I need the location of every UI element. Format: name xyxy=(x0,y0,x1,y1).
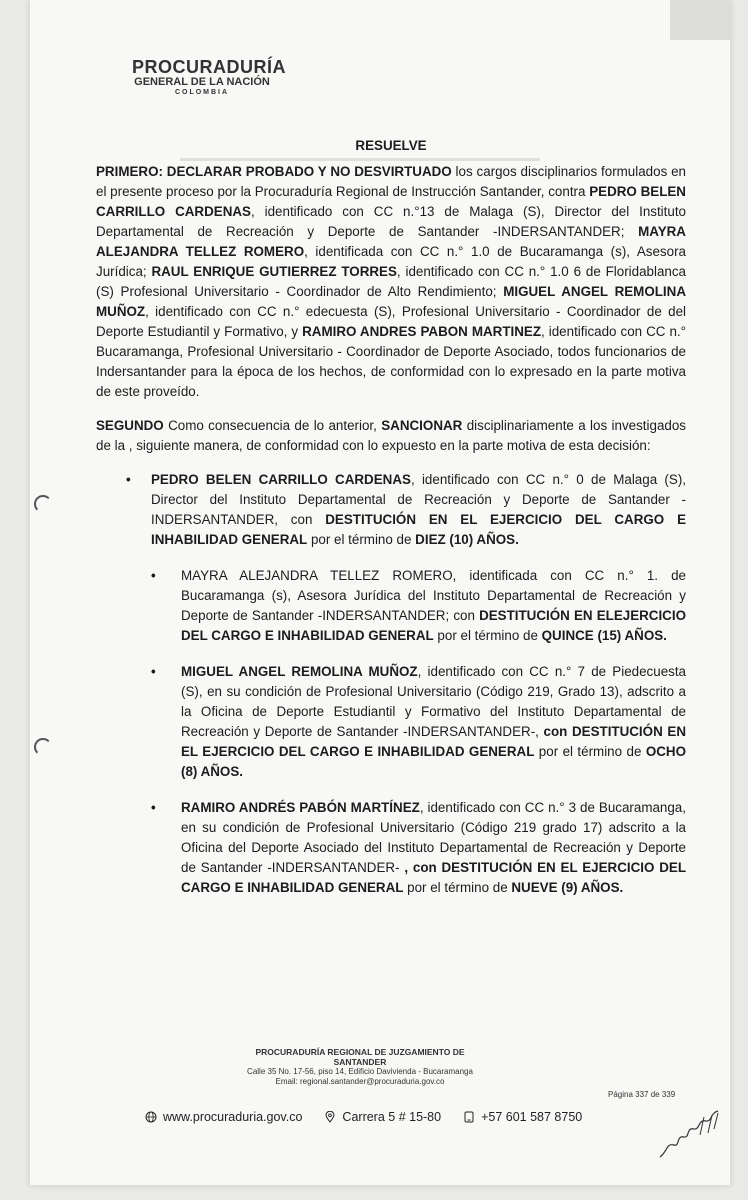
sanction-term-prefix: por el término de xyxy=(403,880,512,895)
primero-paragraph xyxy=(96,162,686,402)
contact-web[interactable] xyxy=(145,1110,302,1124)
primero-text-10: , identificado con CC n.° xyxy=(541,324,686,339)
sanction-text: , identificado con CC n.° 7 de Piedecuesta (S), en su condición de Profesional Universitario (Código 219, Grado 13), adscrito a la Oficina de Deporte Estudiantil y Formativo del Instituto Departamental de Recreación y Deporte de Santander -INDERSANTANDER-, xyxy=(181,664,686,739)
primero-text-3b: ; xyxy=(620,224,639,239)
bullet-icon: • xyxy=(126,472,131,487)
globe-icon xyxy=(145,1111,157,1123)
bullet-icon: • xyxy=(151,800,156,815)
name-pedro: PEDRO BELEN CARRILLO CARDENAS xyxy=(96,184,686,219)
primero-text-6: , identificado con CC n.° 1.0 xyxy=(396,264,569,279)
document-page xyxy=(30,0,730,1185)
sanction-term: QUINCE (15) AÑOS. xyxy=(541,628,667,643)
bullet-icon: • xyxy=(151,664,156,679)
name-ramiro: RAMIRO ANDRES PABON MARTINEZ xyxy=(302,324,542,339)
contact-address xyxy=(324,1110,441,1124)
sanction-penalty: DESTITUCIÓN EN ELEJERCICIO DEL CARGO E INHABILIDAD GENERAL xyxy=(181,608,686,643)
sanction-text: , identificada con CC n.° 1. de Bucaramanga (s), Asesora Jurídica del Instituto Departamental de Recreación y Deporte de Santander -INDERSANTANDER; con xyxy=(181,568,686,623)
primero-text-11: Bucaramanga, Profesional Universitario - Coordinador de Deporte Asociado, todos funcionarios de Indersantander para la época de los hechos, de conformidad con lo expresado en la parte motiva de este proveído. xyxy=(96,344,686,399)
sanction-term-prefix: por el término de xyxy=(534,744,646,759)
segundo-text-1: Como consecuencia de lo anterior, xyxy=(163,418,382,433)
logo-country-text: COLOMBIA xyxy=(174,89,230,96)
contact-phone-text: +57 601 587 8750 xyxy=(481,1110,583,1124)
sanction-term: DIEZ (10) AÑOS. xyxy=(415,532,519,547)
sanction-penalty: con DESTITUCIÓN EN EL EJERCICIO DEL CARGO E INHABILIDAD GENERAL xyxy=(181,724,686,759)
primero-text-5: de Bucaramanga (s), Asesora Jurídica; xyxy=(96,244,686,279)
segundo-label: SEGUNDO xyxy=(96,418,164,433)
primero-text-8: , identificado con CC n.° xyxy=(145,304,300,319)
sanction-text: , identificado con CC n.° 0 de Malaga (S), Director del Instituto Departamental de Recreación y Deporte de Santander -INDERSANTANDER, con xyxy=(151,472,686,527)
footer-address: Calle 35 No. 17-56, piso 14, Edificio Davivienda - Bucaramanga xyxy=(247,1067,473,1076)
segundo-paragraph xyxy=(96,416,686,456)
section-heading: RESUELVE xyxy=(355,138,427,153)
sanction-text: , identificado con CC n.° 3 de Bucaramanga, en su condición de Profesional Universitario (Código 219 grado 17) adscrito a la Oficina del Deporte Asociado del Instituto Departamental de Recreación y Deporte de Santander -INDERSANTANDER- xyxy=(181,800,686,875)
contact-web-text: www.procuraduria.gov.co xyxy=(163,1110,303,1124)
primero-label: PRIMERO: DECLARAR PROBADO Y NO DESVIRTUADO xyxy=(96,164,452,179)
primero-text-7: 6 de Floridablanca (S) Profesional Universitario - Coordinador de Alto Rendimiento; xyxy=(96,264,687,299)
sanction-term: NUEVE (9) AÑOS. xyxy=(511,880,624,895)
sanction-penalty: DESTITUCIÓN EN EL EJERCICIO DEL CARGO E INHABILIDAD GENERAL xyxy=(151,512,686,547)
phone-icon xyxy=(463,1111,475,1123)
logo-sub-text: GENERAL DE LA NACIÓN xyxy=(134,76,270,88)
page-number: Página 337 de 339 xyxy=(608,1090,676,1099)
sanction-item xyxy=(96,470,686,550)
name-mayra: MAYRA ALEJANDRA TELLEZ ROMERO xyxy=(96,224,686,259)
sanction-item xyxy=(96,662,686,782)
sanction-name: MIGUEL ANGEL REMOLINA MUÑOZ xyxy=(181,664,418,679)
name-raul: RAUL ENRIQUE GUTIERREZ TORRES xyxy=(151,264,397,279)
footer-email: Email: regional.santander@procuraduria.gov.co xyxy=(275,1077,445,1086)
page-corner-shadow xyxy=(670,0,730,40)
document-body xyxy=(96,120,686,914)
sanction-item xyxy=(96,798,686,898)
footer-office-block xyxy=(230,1047,490,1087)
sancionar-text: SANCIONAR xyxy=(381,418,463,433)
procuraduria-logo xyxy=(132,57,286,96)
primero-text-3: de Malaga (S), Director del Instituto Departamental de Recreación y Deporte de Santander -INDERSANTANDER xyxy=(96,204,686,239)
sanction-name: RAMIRO ANDRÉS PABÓN MARTÍNEZ xyxy=(181,800,420,815)
contact-phone[interactable] xyxy=(463,1110,582,1124)
name-miguel: MIGUEL ANGEL REMOLINA MUÑOZ xyxy=(96,284,686,319)
sanction-item xyxy=(96,566,686,646)
binder-hole xyxy=(34,495,52,513)
logo-main-text: PROCURADURÍA xyxy=(132,57,286,77)
location-pin-icon xyxy=(324,1111,336,1123)
sanction-term: OCHO (8) AÑOS. xyxy=(181,744,686,779)
sanction-name: MAYRA ALEJANDRA TELLEZ ROMERO xyxy=(181,568,453,583)
segundo-text-2: disciplinariamente a los investigados de la , siguiente manera, de conformidad con lo expuesto en la parte motiva de esta decisión: xyxy=(96,418,686,453)
footer-office-name: PROCURADURÍA REGIONAL DE JUZGAMIENTO DE SANTANDER xyxy=(255,1047,465,1067)
sanction-penalty: , con DESTITUCIÓN EN EL EJERCICIO DEL CARGO E INHABILIDAD GENERAL xyxy=(181,860,686,895)
sanction-name: PEDRO BELEN CARRILLO CARDENAS xyxy=(151,472,411,487)
primero-text-9: edecuesta (S), Profesional Universitario - Coordinador de del Deporte Estudiantil y Formativo, y xyxy=(96,304,686,339)
bullet-icon: • xyxy=(151,568,156,583)
contact-bar xyxy=(145,1110,582,1124)
sanction-term-prefix: por el término de xyxy=(433,628,542,643)
binder-hole xyxy=(34,738,52,756)
contact-address-text: Carrera 5 # 15-80 xyxy=(342,1110,442,1124)
handwritten-signature xyxy=(656,1105,726,1165)
sanction-term-prefix: por el término de xyxy=(307,532,416,547)
primero-text-4: , identificada con CC n.° 1.0 xyxy=(304,244,490,259)
primero-text-1: los cargos disciplinarios formulados en el presente proceso por la Procuraduría Regional de Instrucción Santander, contra xyxy=(96,164,686,199)
primero-text-2: , identificado con CC n.°13 xyxy=(250,204,435,219)
